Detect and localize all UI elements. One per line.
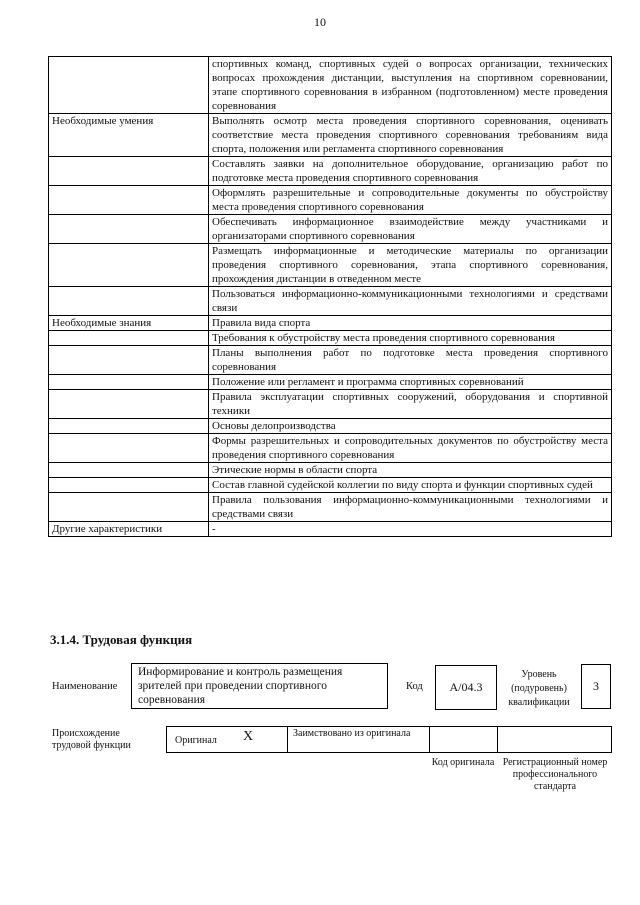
row-label [49, 434, 209, 463]
row-text: Пользоваться информационно-коммуникационными технологиями и средствами связи [209, 287, 612, 316]
row-label [49, 493, 209, 522]
original-label: Оригинал [175, 735, 217, 746]
page-number: 10 [314, 15, 326, 29]
row-text: Планы выполнения работ по подготовке места проведения спортивного соревнования [209, 346, 612, 375]
row-label [49, 287, 209, 316]
table-row [49, 478, 612, 493]
row-label [49, 463, 209, 478]
row-label [49, 478, 209, 493]
row-text: Этические нормы в области спорта [209, 463, 612, 478]
original-mark: X [243, 729, 254, 744]
original-cell [166, 726, 287, 753]
row-label [49, 244, 209, 287]
table-row [49, 375, 612, 390]
row-text: Правила эксплуатации спортивных сооружений, оборудования и спортивной техники [209, 390, 612, 419]
borrowed-cell [287, 726, 429, 753]
row-text: Формы разрешительных и сопроводительных документов по обустройству места проведения спортивного соревнования [209, 434, 612, 463]
borrowed-label: Заимствовано из оригинала [293, 728, 411, 739]
table-row [49, 346, 612, 375]
level-label: Уровень (подуровень) квалификации [508, 669, 570, 708]
row-label: Необходимые умения [49, 114, 209, 157]
reg-number-caption: Регистрационный номер профессионального стандарта [502, 757, 608, 792]
requirements-table [48, 56, 612, 537]
table-row [49, 463, 612, 478]
table-row [49, 114, 612, 157]
row-label: Необходимые знания [49, 316, 209, 331]
row-text: спортивных команд, спортивных судей о вопросах организации, технических вопросах прохождения дистанции, выступления на спортивном соревновании, этапе спортивного соревнования в избранном (подготовленном) месте проведения соревнования [209, 57, 612, 114]
row-text: Основы делопроизводства [209, 419, 612, 434]
reg-number-cell [497, 726, 612, 753]
table-row [49, 186, 612, 215]
table-row [49, 493, 612, 522]
row-text: Оформлять разрешительные и сопроводительные документы по обустройству места проведения спортивного соревнования [209, 186, 612, 215]
name-label: Наименование [52, 681, 118, 692]
row-label [49, 346, 209, 375]
table-row [49, 157, 612, 186]
row-text: Выполнять осмотр места проведения спортивного соревнования, оценивать соответствие места проведения спортивного соревнования требованиям вида спорта, положения или регламента спортивного соревнования [209, 114, 612, 157]
row-label: Другие характеристики [49, 522, 209, 537]
origin-label: Происхождение трудовой функции [52, 728, 131, 751]
row-label [49, 57, 209, 114]
code-original-cell [429, 726, 497, 753]
row-text: Требования к обустройству места проведения спортивного соревнования [209, 331, 612, 346]
table-row [49, 57, 612, 114]
row-text: Состав главной судейской коллегии по виду спорта и функции спортивных судей [209, 478, 612, 493]
table-row [49, 331, 612, 346]
row-label [49, 157, 209, 186]
row-text: Положение или регламент и программа спортивных соревнований [209, 375, 612, 390]
row-text: - [209, 522, 612, 537]
row-text: Размещать информационные и методические материалы по организации проведения спортивного соревнования, этапа спортивного соревнования, прохождения дистанции в отведенном месте [209, 244, 612, 287]
row-label [49, 390, 209, 419]
section-title: 3.1.4. Трудовая функция [50, 632, 193, 647]
table-row [49, 434, 612, 463]
row-label [49, 375, 209, 390]
function-code-box: A/04.3 [435, 665, 497, 710]
code-label: Код [406, 681, 423, 692]
row-text: Правила вида спорта [209, 316, 612, 331]
table-row [49, 522, 612, 537]
row-text: Составлять заявки на дополнительное оборудование, организацию работ по подготовке места проведения спортивного соревнования [209, 157, 612, 186]
level-box: 3 [581, 664, 611, 709]
table-row [49, 244, 612, 287]
row-text: Обеспечивать информационное взаимодействие между участниками и организаторами спортивного соревнования [209, 215, 612, 244]
row-label [49, 419, 209, 434]
table-row [49, 390, 612, 419]
table-row [49, 419, 612, 434]
function-name-box: Информирование и контроль размещения зрителей при проведении спортивного соревнования [131, 663, 388, 709]
table-row [49, 287, 612, 316]
row-text: Правила пользования информационно-коммуникационными технологиями и средствами связи [209, 493, 612, 522]
row-label [49, 215, 209, 244]
row-label [49, 186, 209, 215]
table-row [49, 316, 612, 331]
row-label [49, 331, 209, 346]
table-row [49, 215, 612, 244]
code-original-caption: Код оригинала [431, 757, 495, 768]
